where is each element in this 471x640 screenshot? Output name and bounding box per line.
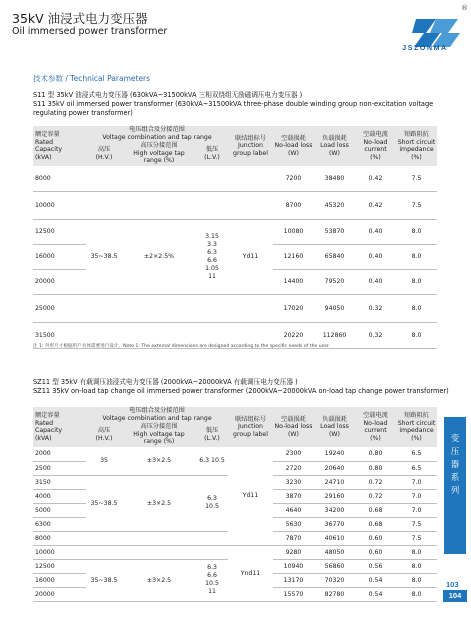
header-noload-loss: 空载损耗 No-load loss (W) bbox=[273, 407, 314, 447]
table-row: 4000 3870 29160 0.72 7.0 bbox=[33, 489, 437, 503]
header-noload-current: 空载电流 No-load current (%) bbox=[355, 126, 396, 166]
table-row: 5000 4640 34200 0.68 7.0 bbox=[33, 503, 437, 517]
page-title-zh: 35kV 油浸式电力变压器 bbox=[12, 11, 148, 26]
spec-sz11 bbox=[33, 378, 463, 396]
spec-s11-en: S11 35kV oil immersed power transformer (630kVA~31500kVA three-phase double winding group non-excitation voltage regulating power transformer) bbox=[33, 100, 434, 117]
hv-value: 35~38.5 bbox=[86, 219, 122, 294]
table-row: 8000 7200 38480 0.42 7.5 bbox=[33, 166, 437, 191]
spec-sz11-zh: SZ11 型 35kV 有载调压油浸式电力变压器 (2000kVA~20000kVA 有载调压电力变压器 ) bbox=[33, 378, 298, 386]
header-junction: 联结组标号 Junction group label bbox=[228, 126, 273, 166]
table-s11 bbox=[33, 126, 437, 349]
table-row: 12500 35~38.5 ±2×2.5% 3.15 3.3 6.3 6.6 1.05 11 Yd11 10080 53870 0.40 8.0 bbox=[33, 219, 437, 244]
tap-value: ±2×2.5% bbox=[122, 219, 196, 294]
table-row: 6300 5630 36770 0.68 7.5 bbox=[33, 517, 437, 531]
header-lv: 低压 (L.V.) bbox=[196, 141, 228, 166]
table-row: 3150 35~38.5 ±3×2.5 6.3 10.5 3230 24710 0.72 7.0 bbox=[33, 475, 437, 489]
table-note: 注 1: 外形尺寸根据用户具体需要进行设计。Note 1: The external dimensions are designed according to the specific needs of the user. bbox=[33, 344, 330, 349]
table-row: 31500 20220 112860 0.32 8.0 bbox=[33, 322, 437, 348]
header-load-loss: 负载损耗 Load loss (W) bbox=[314, 407, 355, 447]
page-number-right: 104 bbox=[443, 590, 467, 602]
junction-value: Yd11 bbox=[228, 219, 273, 294]
table-sz11 bbox=[33, 407, 437, 602]
header-capacity: 额定容量 Rated Capacity (kVA) bbox=[33, 126, 86, 166]
header-capacity: 额定容量 Rated Capacity (kVA) bbox=[33, 407, 86, 447]
table-row: 25000 17020 94050 0.32 8.0 bbox=[33, 294, 437, 322]
table-row: 16000 12160 65840 0.40 8.0 bbox=[33, 244, 437, 269]
header-impedance: 短路阻抗 Short circuit impedance (%) bbox=[396, 126, 437, 166]
header-impedance: 短路阻抗 Short circuit impedance (%) bbox=[396, 407, 437, 447]
header-hv: 高压 (H.V.) bbox=[86, 422, 122, 447]
header-noload-current: 空载电流 No-load current (%) bbox=[355, 407, 396, 447]
table-row: 2500 2720 20640 0.80 6.5 bbox=[33, 461, 437, 475]
category-side-tab[interactable]: 变 压 器 系 列 bbox=[444, 417, 466, 554]
lv-values: 3.15 3.3 6.3 6.6 1.05 11 bbox=[196, 219, 228, 294]
header-hv: 高压 (H.V.) bbox=[86, 141, 122, 166]
header-hv-tap: 高压分接范围 High voltage tap range (%) bbox=[122, 422, 196, 447]
header-hv-tap: 高压分接范围 High voltage tap range (%) bbox=[122, 141, 196, 166]
table-row: 20000 14400 79520 0.40 8.0 bbox=[33, 269, 437, 294]
table-row: 10000 Ynd11 9280 48050 0.60 8.0 bbox=[33, 545, 437, 559]
junction-ynd11: Ynd11 bbox=[228, 545, 273, 601]
page-number-left: 103 bbox=[446, 580, 459, 589]
registered-mark: ® bbox=[461, 4, 468, 12]
spec-s11 bbox=[33, 91, 463, 118]
junction-yd11: Yd11 bbox=[228, 447, 273, 545]
header-noload-loss: 空载损耗 No-load loss (W) bbox=[273, 126, 314, 166]
table-row: 2000 35 ±3×2.5 6.3 10.5 Yd11 2300 19240 0.80 6.5 bbox=[33, 447, 437, 461]
table-row: 16000 13170 70320 0.54 8.0 bbox=[33, 573, 437, 587]
header-junction: 联结组标号 Junction group label bbox=[228, 407, 273, 447]
page-title-en: Oil immersed power transformer bbox=[12, 26, 168, 37]
header-voltage-combination: 电压组合及分接范围 Voltage combination and tap range bbox=[86, 126, 228, 141]
spec-s11-zh: S11 型 35kV 油浸式电力变压器 (630kVA~31500kVA 三相双绕组无励磁调压电力变压器 ) bbox=[33, 91, 303, 99]
header-lv: 低压 (L.V.) bbox=[196, 422, 228, 447]
spec-sz11-en: SZ11 35kV on-load tap change oil immersed power transformer (2000kVA~20000kVA on-load tap change power transformer) bbox=[33, 387, 449, 395]
header-voltage-combination: 电压组合及分接范围 Voltage combination and tap range bbox=[86, 407, 228, 422]
section-title: 技术参数 / Technical Parameters bbox=[33, 74, 151, 83]
table-row: 8000 7870 40610 0.60 7.5 bbox=[33, 531, 437, 545]
header-load-loss: 负载损耗 Load loss (W) bbox=[314, 126, 355, 166]
table-row: 20000 15570 82780 0.54 8.0 bbox=[33, 587, 437, 601]
table-row: 12500 35~38.5 ±3×2.5 6.3 6.6 10.5 11 10940 56860 0.56 8.0 bbox=[33, 559, 437, 573]
brand-name: JSZONMA bbox=[402, 45, 448, 52]
table-row: 10000 8700 45320 0.42 7.5 bbox=[33, 191, 437, 219]
